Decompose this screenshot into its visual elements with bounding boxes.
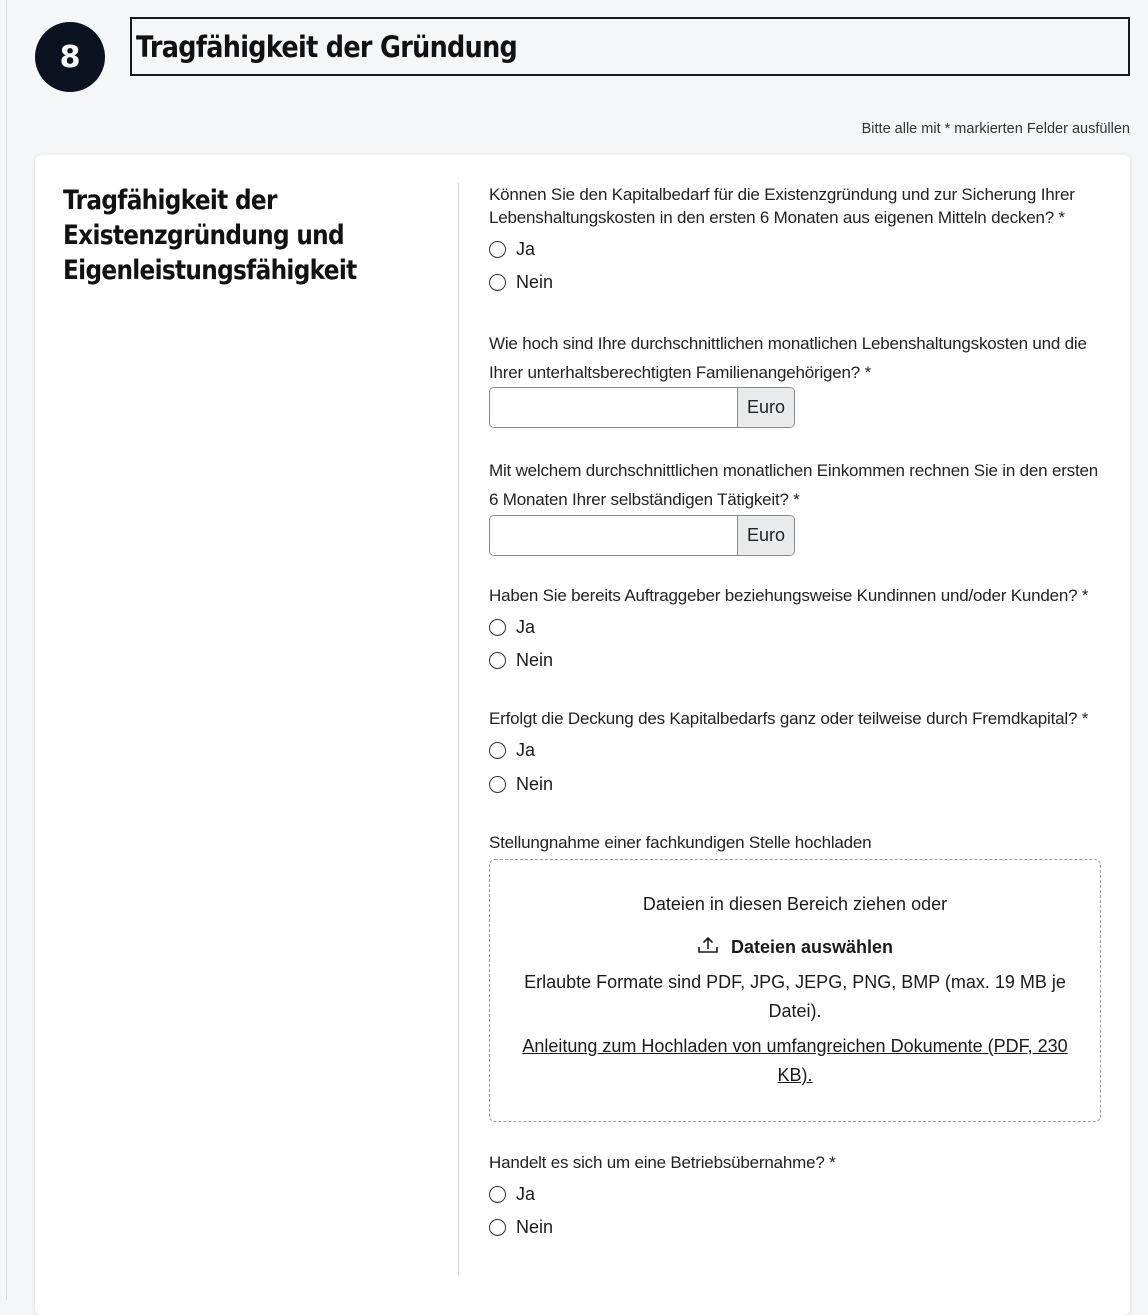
radio-label: Nein — [516, 272, 554, 292]
upload-guide-link[interactable]: Anleitung zum Hochladen von umfangreichen Dokumente (PDF, 230 KB). — [522, 1036, 1068, 1085]
file-dropzone[interactable] — [489, 859, 1101, 1122]
external-capital-radio-yes[interactable] — [489, 740, 535, 761]
radio-circle[interactable] — [489, 1219, 506, 1236]
radio-circle[interactable] — [489, 619, 506, 636]
card-title: Tragfähigkeit der Existenzgründung und Eigenleistungsfähigkeit — [63, 185, 357, 286]
radio-circle[interactable] — [489, 274, 506, 291]
radio-circle[interactable] — [489, 652, 506, 669]
radio-label: Nein — [516, 774, 554, 794]
question-own-funds-label: Können Sie den Kapitalbedarf für die Existenzgründung und zur Sicherung Ihrer Lebenshaltungskosten in den ersten 6 Monaten aus eigenen Mitteln decken? * — [489, 185, 1075, 227]
select-files-button[interactable] — [490, 935, 1100, 960]
step-number-badge — [35, 22, 105, 92]
step-number: 8 — [59, 39, 81, 75]
card-divider — [458, 183, 459, 1275]
radio-label: Nein — [516, 1217, 554, 1237]
required-fields-hint: Bitte alle mit * markierten Felder ausfüllen — [861, 121, 1130, 137]
radio-label: Ja — [516, 239, 536, 259]
own-funds-radio-yes[interactable] — [489, 239, 535, 260]
dropzone-text: Dateien in diesen Bereich ziehen oder — [642, 894, 948, 914]
living-costs-field — [489, 387, 795, 428]
radio-label: Ja — [516, 617, 536, 637]
page-left-rule — [6, 0, 7, 1300]
radio-circle[interactable] — [489, 742, 506, 759]
takeover-radio-no[interactable] — [489, 1217, 553, 1238]
takeover-radio-yes[interactable] — [489, 1184, 535, 1205]
own-funds-radio-no[interactable] — [489, 272, 553, 293]
allowed-formats-text: Erlaubte Formate sind PDF, JPG, JEPG, PNG, BMP (max. 19 MB je Datei). — [524, 972, 1066, 1021]
section-heading — [130, 17, 1130, 76]
section-title: Tragfähigkeit der Gründung — [136, 29, 518, 64]
external-capital-radio-no[interactable] — [489, 774, 553, 795]
question-living-costs-label: Wie hoch sind Ihre durchschnittlichen monatlichen Lebenshaltungskosten und die Ihrer unterhaltsberechtigten Familienangehörigen? * — [489, 334, 1087, 382]
question-takeover-label: Handelt es sich um eine Betriebsübernahme? * — [489, 1153, 836, 1172]
customers-radio-yes[interactable] — [489, 617, 535, 638]
currency-suffix: Euro — [737, 516, 794, 555]
income-input[interactable] — [490, 516, 737, 555]
living-costs-input[interactable] — [490, 388, 737, 427]
form-card — [35, 155, 1130, 1315]
radio-label: Ja — [516, 740, 536, 760]
radio-circle[interactable] — [489, 1186, 506, 1203]
radio-label: Ja — [516, 1184, 536, 1204]
radio-label: Nein — [516, 650, 554, 670]
question-income-label: Mit welchem durchschnittlichen monatlichen Einkommen rechnen Sie in den ersten 6 Monaten Ihrer selbständigen Tätigkeit? * — [489, 461, 1098, 509]
radio-circle[interactable] — [489, 776, 506, 793]
radio-circle[interactable] — [489, 241, 506, 258]
question-external-capital-label: Erfolgt die Deckung des Kapitalbedarfs ganz oder teilweise durch Fremdkapital? * — [489, 709, 1089, 728]
currency-suffix: Euro — [737, 388, 794, 427]
select-files-label: Dateien auswählen — [730, 937, 894, 957]
question-customers-label: Haben Sie bereits Auftraggeber beziehungsweise Kundinnen und/oder Kunden? * — [489, 586, 1089, 605]
upload-icon — [697, 935, 719, 960]
customers-radio-no[interactable] — [489, 650, 553, 671]
upload-label: Stellungnahme einer fachkundigen Stelle hochladen — [489, 833, 872, 852]
income-field — [489, 515, 795, 556]
